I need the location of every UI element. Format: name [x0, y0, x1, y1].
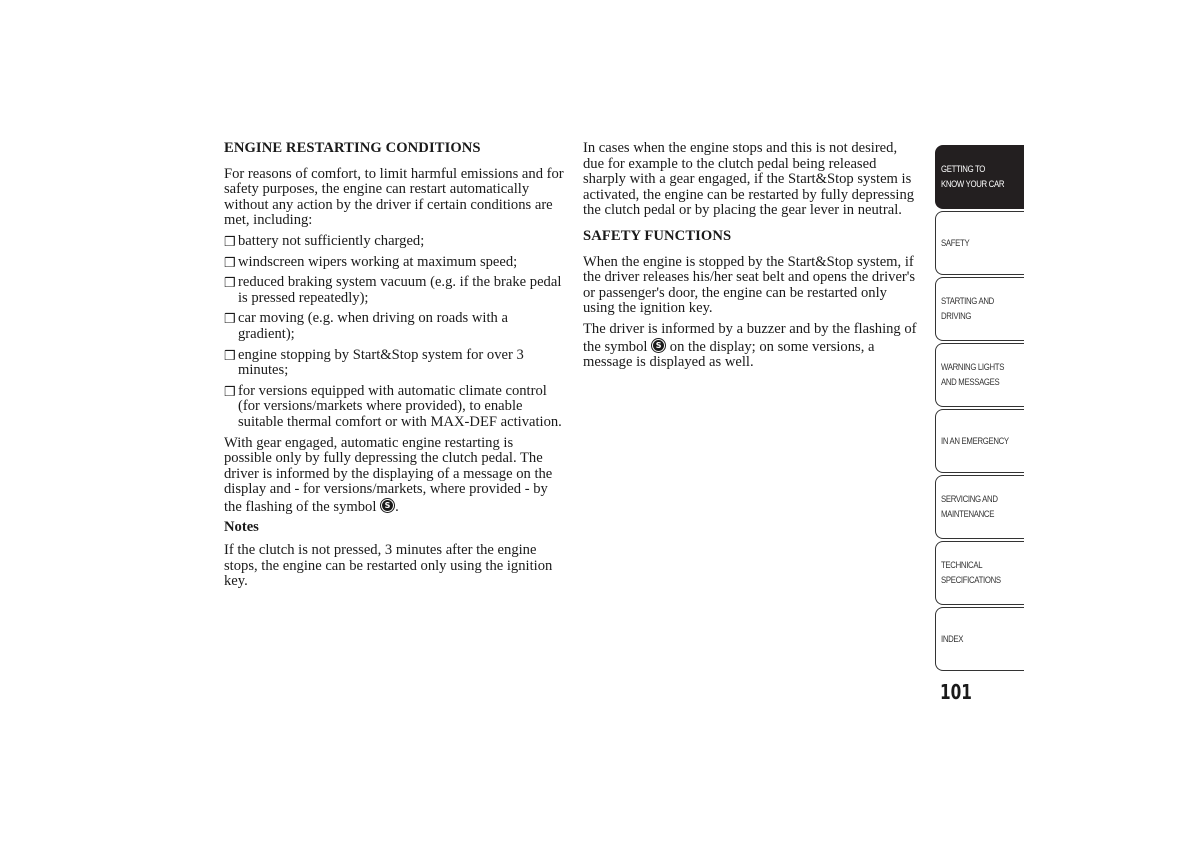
checkbox-bullet-icon: ❒	[224, 275, 236, 291]
tab-label: IN AN EMERGENCY	[941, 435, 1009, 447]
clutch-paragraph: In cases when the engine stops and this is not desired, due for example to the clutch pedal being released sharply with a gear engaged, if the Start&Stop system is activated, the engine can be restarted by fully depressing the clutch pedal or by placing the gear lever in neutral.	[583, 140, 915, 219]
left-column	[224, 141, 564, 595]
tab-label: SAFETY	[941, 237, 970, 249]
tab-chapter[interactable]	[935, 145, 1024, 209]
tab-label: STARTING AND DRIVING	[941, 296, 994, 322]
tab-chapter[interactable]	[935, 541, 1024, 605]
checkbox-bullet-icon: ❒	[224, 233, 236, 249]
tab-label: GETTING TO KNOW YOUR CAR	[941, 164, 1005, 190]
notes-text: If the clutch is not pressed, 3 minutes after the engine stops, the engine can be restarted only using the ignition key.	[224, 542, 553, 590]
checkbox-bullet-icon: ❒	[224, 254, 236, 270]
list-item: ❒ windscreen wipers working at maximum speed;	[224, 253, 518, 270]
list-item: ❒ car moving (e.g. when driving on roads with a gradient);	[224, 310, 508, 342]
list-item: ❒ battery not sufficiently charged;	[224, 232, 425, 249]
checkbox-bullet-icon: ❒	[224, 383, 236, 399]
tab-label: TECHNICAL SPECIFICATIONS	[941, 560, 1001, 586]
section-heading-restart: ENGINE RESTARTING CONDITIONS	[224, 140, 481, 156]
list-item: ❒ for versions equipped with automatic climate control (for versions/markets where provided), to enable suitable thermal comfort or with MAX-DEF activation.	[224, 382, 562, 430]
notes-heading: Notes	[224, 519, 259, 536]
safety-paragraph-2: The driver is informed by a buzzer and by the flashing of the symbol S on the display; on some versions, a message is displayed as well.	[583, 320, 917, 371]
tab-chapter[interactable]	[935, 409, 1024, 473]
safety-paragraph-1: When the engine is stopped by the Start&Stop system, if the driver releases his/her seat belt and opens the driver's or passenger's door, the engine can be restarted only using the ignition key.	[583, 253, 916, 317]
list-item: ❒ engine stopping by Start&Stop system for over 3 minutes;	[224, 346, 524, 379]
tab-label: INDEX	[941, 633, 964, 645]
start-stop-symbol-icon: S	[651, 338, 666, 353]
section-heading-safety: SAFETY FUNCTIONS	[583, 227, 732, 244]
tab-label: SERVICING AND MAINTENANCE	[941, 494, 998, 520]
tab-chapter[interactable]	[935, 475, 1024, 539]
right-column	[583, 141, 918, 376]
chapter-tabs	[935, 145, 1024, 673]
tab-chapter[interactable]	[935, 607, 1024, 671]
gear-engaged-paragraph: With gear engaged, automatic engine restarting is possible only by fully depressing the clutch pedal. The driver is informed by the displaying of a message on the display and - for versions/markets, where provided - by the flashing of the symbol S .	[224, 434, 553, 515]
start-stop-symbol-icon: S	[380, 498, 395, 513]
tab-chapter[interactable]	[935, 211, 1024, 275]
tab-label: WARNING LIGHTS AND MESSAGES	[941, 362, 1005, 388]
tab-chapter[interactable]	[935, 277, 1024, 341]
checkbox-bullet-icon: ❒	[224, 347, 236, 363]
restart-intro: For reasons of comfort, to limit harmful emissions and for safety purposes, the engine can restart automatically without any action by the driver if certain conditions are met, including:	[224, 165, 564, 229]
conditions-list	[224, 234, 564, 431]
tab-chapter[interactable]	[935, 343, 1024, 407]
checkbox-bullet-icon: ❒	[224, 311, 236, 327]
page-number: 101	[940, 680, 972, 704]
list-item: ❒ reduced braking system vacuum (e.g. if the brake pedal is pressed repeatedly);	[224, 274, 562, 306]
